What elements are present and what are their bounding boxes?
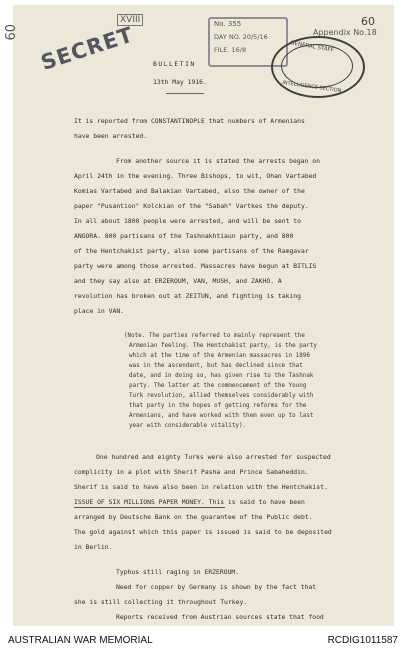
file-reference: XVIII <box>117 14 143 26</box>
text-line: Reports received from Austrian sources state that food <box>116 613 324 621</box>
text-line: revolution has broken out at ZEITUN, and fighting is taking <box>74 292 302 300</box>
record-id: RCDIG1011587 <box>327 635 398 646</box>
note-line: (Note. The parties referred to mainly represent the <box>124 333 305 339</box>
note-line: Turk revolution, allied themselves considerably with <box>129 393 314 399</box>
folio-number-right: 60 <box>361 15 375 28</box>
text-line: Komias Vartabed and Balakian Vartabed, also the owner of the <box>74 187 305 195</box>
text-line: and they say also at ERZEROUM, VAN, MUSH, and ZAKHO. A <box>74 277 282 285</box>
text-line: ISSUE OF SIX MILLIONS PAPER MONEY. This is said to have been <box>74 498 305 506</box>
note-line: party. The latter at the commencement of the Young <box>129 383 307 389</box>
text-line: place in VAN. <box>74 307 125 315</box>
note-line: year with considerable vitality). <box>129 423 247 429</box>
text-line: One hundred and eighty Turks were also arrested for suspected <box>96 453 331 461</box>
seal-bottom-text: INTELLIGENCE SECTION <box>281 79 342 95</box>
note-line: which at the time of the Armenian massacres in 1896 <box>129 353 310 359</box>
registry-number: No. 355 <box>214 20 242 28</box>
folio-number-left: 09 <box>1 24 16 41</box>
text-line: It is reported from CONSTANTINOPLE that numbers of Armenians <box>74 117 305 125</box>
text-line: in Berlin. <box>74 543 113 551</box>
text-line: of the Hentchakist party, also some partisans of the Ramgavar <box>74 247 309 255</box>
text-line: Need for copper by Germany is shown by the fact that <box>116 583 317 591</box>
institution-name: AUSTRALIAN WAR MEMORIAL <box>8 635 153 646</box>
note-line: date, and in doing so, has given rise to the Tashnak <box>129 373 314 379</box>
note-line: Armenian feeling. The Hentchakist party, is the party <box>129 343 317 349</box>
note-line: was in the ascendant, but has declined since that <box>129 363 303 369</box>
registry-date: DAY NO. 20/5/16 <box>214 33 268 41</box>
text-line: ANGORA. 800 partisans of the Tashnakhtiaun party, and 800 <box>74 232 294 240</box>
text-line: party were among those arrested. Massacres have begun at BITLIS <box>74 262 317 270</box>
text-line: paper "Pusantion" Kolckian of the "Sabah" Vartkes the deputy. <box>74 202 309 210</box>
registry-file: FILE. 16/8 <box>214 46 247 54</box>
text-line: April 24th in the evening. Three Bishops, to wit, Ohan Vartabed <box>74 172 317 180</box>
text-line: In all about 1800 people were arrested, and will be sent to <box>74 217 302 225</box>
text-line: she is still collecting it throughout Turkey. <box>74 598 248 606</box>
note-line: that party in the hopes of getting reforms for the <box>129 403 307 409</box>
text-line: The gold against which this paper is issued is said to be deposited <box>74 528 332 536</box>
text-line: have been arrested. <box>74 132 148 140</box>
text-line: Sherif is said to have also been in relation with the Hentchakist. <box>74 483 328 491</box>
text-line: From another source it is stated the arrests began on <box>116 157 320 165</box>
date-underline <box>166 93 204 94</box>
heading-underline <box>74 507 225 508</box>
seal-top-text: GENERAL STAFF <box>289 40 335 54</box>
text-line: Typhus still raging in ERZEROUM. <box>116 568 240 576</box>
secret-stamp: SECRET <box>38 22 137 75</box>
bulletin-date: 13th May 1916. <box>153 78 207 86</box>
bulletin-title: BULLETIN <box>153 60 196 68</box>
appendix-label: Appendix No.18 <box>313 28 377 37</box>
text-line: arranged by Deutsche Bank on the guarantee of the Public debt. <box>74 513 313 521</box>
note-line: Armenians, and have worked with them even up to last <box>129 413 314 419</box>
text-line: complicity in a plot with Sherif Pasha and Prince Sabaheddin. <box>74 468 309 476</box>
footer-bar <box>0 626 406 654</box>
